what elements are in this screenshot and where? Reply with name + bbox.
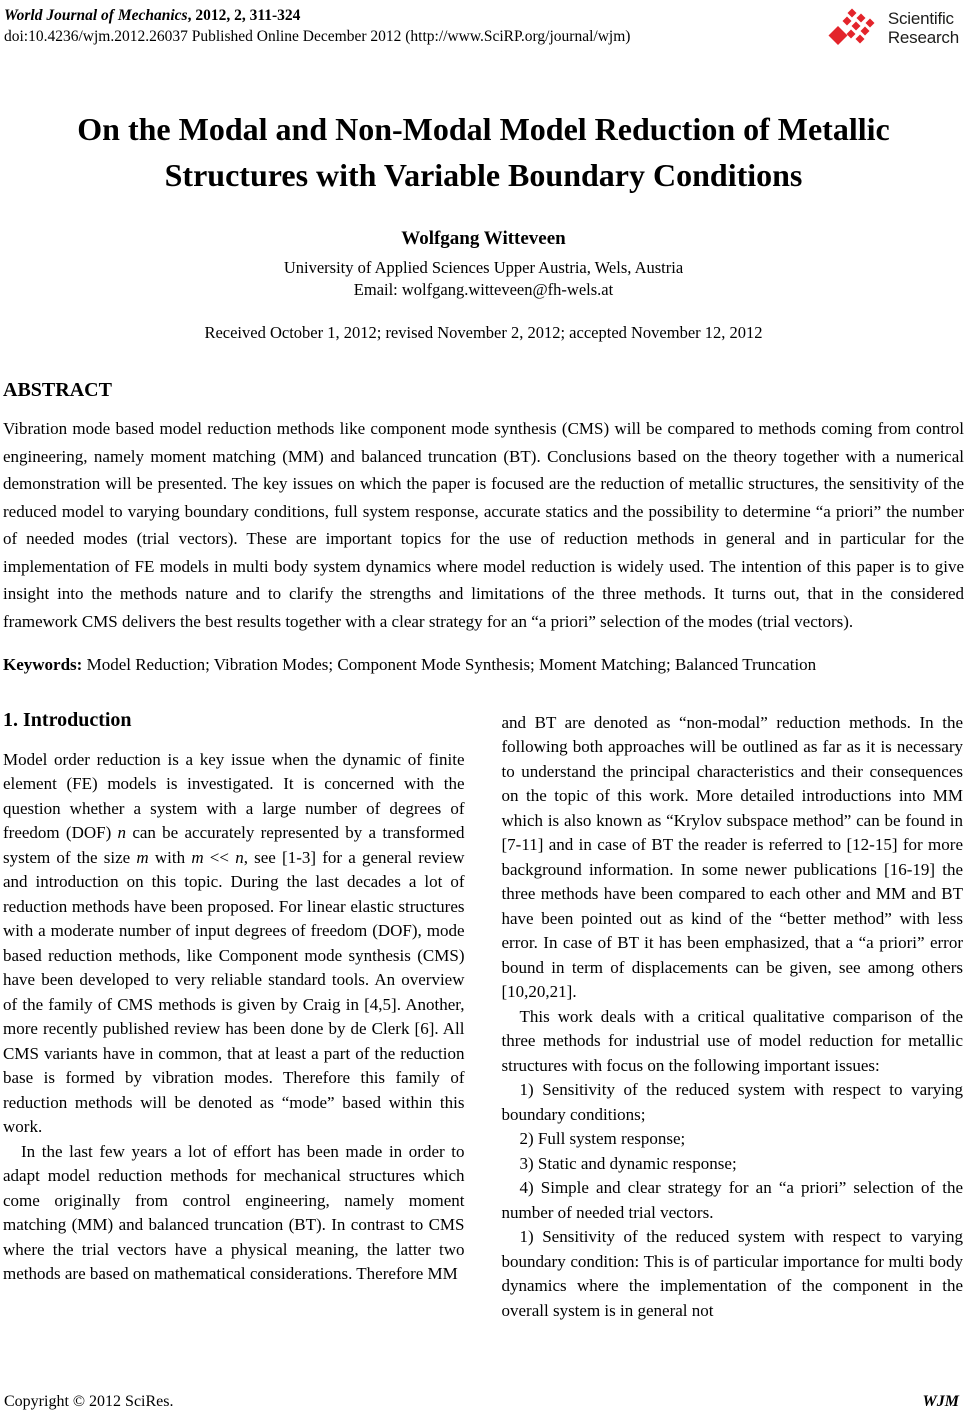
received-dates: Received October 1, 2012; revised November 2, 2012; accepted November 12, 2012 xyxy=(204,323,763,342)
abstract-heading: ABSTRACT xyxy=(3,379,112,401)
paper-title: On the Modal and Non-Modal Model Reduction of Metallic Structures with Variable Boundary Conditions xyxy=(77,111,890,193)
publisher-name-line2: Research xyxy=(887,28,959,47)
abstract-text: Vibration mode based model reduction methods like component mode synthesis (CMS) will be compared to methods coming from control engineering, namely moment matching (MM) and balanced truncation (BT). Conclusions based on the theory together with a numerical demonstration will be presented. The key issues on which the paper is focused are the reduction of metallic structures, the sensitivity of the reduced model to varying boundary conditions, full system response, accurate statics and the possibility to determine “a priori” the number of needed modes (trial vectors). These are important topics for the use of reduction methods in general and in particular for the implementation of FE models in multi body system dynamics where model reduction is widely used. The intention of this paper is to give insight into the methods nature and to clarify the strengths and limitations of the three methods. It turns out, that in the considered framework CMS delivers the best results together with a clear strategy for an “a priori” selection of the modes (trial vectors). xyxy=(3,419,964,631)
right-column xyxy=(502,707,964,1324)
keywords-line: Keywords: Model Reduction; Vibration Modes; Component Mode Synthesis; Moment Matching; Balanced Truncation xyxy=(3,655,817,674)
intro-left-paragraph-1: Model order reduction is a key issue when the dynamic of finite element (FE) models is investigated. It is concerned with the question whether a system with a large number of degrees of freedom (DOF) n can be accurately represented by a transformed system of the size m with m << n, see [1-3] for a general review and introduction on this topic. During the last decades a lot of reduction methods have been proposed. For linear elastic structures with a moderate number of input degrees of freedom (DOF), mode based reduction methods, like Component mode synthesis (CMS) have been developed to very reliable standard tools. An overview of the family of CMS methods is given by Craig in [4,5]. Another, more recently published review has been done by de Clerk [6]. All CMS variants have in common, that at least a part of the reduction base is formed by vibration modes. Therefore this family of reduction methods will be denoted as “mode” based within this work. xyxy=(3,749,465,1136)
intro-left-paragraph-2: In the last few years a lot of effort has been made in order to adapt model reduction methods for mechanical structures which come originally from control engineering, namely moment matching (MM) and balanced truncation (BT). In contrast to CMS where the trial vectors have a physical meaning, the latter two methods are based on mathematical considerations. Therefore MM xyxy=(3,1141,465,1283)
intro-right-paragraph-2: This work deals with a critical qualitative comparison of the three methods for industrial use of model reduction for metallic structures with focus on the following important issues: xyxy=(501,1006,963,1075)
intro-list-item-4: 4) Simple and clear strategy for an “a priori” selection of the number of needed trial vectors. xyxy=(501,1178,963,1222)
copyright-notice: Copyright © 2012 SciRes. xyxy=(4,1393,174,1410)
author-block xyxy=(0,228,967,301)
intro-list-item-1: 1) Sensitivity of the reduced system with respect to varying boundary conditions; xyxy=(501,1080,963,1124)
publisher-logo xyxy=(828,6,959,56)
publisher-name-line1: Scientific xyxy=(887,9,954,28)
scirp-diamonds-icon xyxy=(828,6,886,56)
intro-right-paragraph-3: 1) Sensitivity of the reduced system with respect to varying boundary condition: This is of particular importance for multi body dynamics where the implementation of the component in the overall system is in general not xyxy=(501,1227,963,1320)
author-name: Wolfgang Witteveen xyxy=(401,228,566,249)
journal-header xyxy=(0,0,967,56)
intro-list-item-2: 2) Full system response; xyxy=(519,1129,686,1148)
author-email: Email: wolfgang.witteveen@fh-wels.at xyxy=(353,280,614,299)
journal-abbreviation: WJM xyxy=(922,1393,959,1410)
left-column xyxy=(3,707,465,1324)
intro-right-paragraph-1: and BT are denoted as “non-modal” reduction methods. In the following both approaches will be outlined as far as it is necessary to understand the principal characteristics and their consequences on the topic of this work. More detailed introductions into MM which is also known as “Krylov subspace method” can be found in [7-11] and in case of BT the reader is referred to [12-15] for more background information. In some newer publications [16-19] the three methods have been compared to each other and MM and BT have been pointed out as kind of the “better method” with less error. In case of BT it has been emphasized, that a “a priori” error bound in term of displacements can be given, see among others [10,20,21]. xyxy=(501,712,963,1001)
publisher-name xyxy=(888,9,959,47)
introduction-heading: 1. Introduction xyxy=(3,708,132,731)
journal-citation-block xyxy=(4,5,630,47)
introduction-section xyxy=(3,707,963,1324)
author-affiliation: University of Applied Sciences Upper Austria, Wels, Austria xyxy=(283,258,684,277)
journal-citation: World Journal of Mechanics, 2012, 2, 311-324 xyxy=(4,7,301,24)
intro-list-item-3: 3) Static and dynamic response; xyxy=(519,1153,737,1173)
page-footer xyxy=(4,1393,959,1411)
doi-line: doi:10.4236/wjm.2012.26037 Published Online December 2012 (http://www.SciRP.org/journal/wjm) xyxy=(4,28,631,45)
